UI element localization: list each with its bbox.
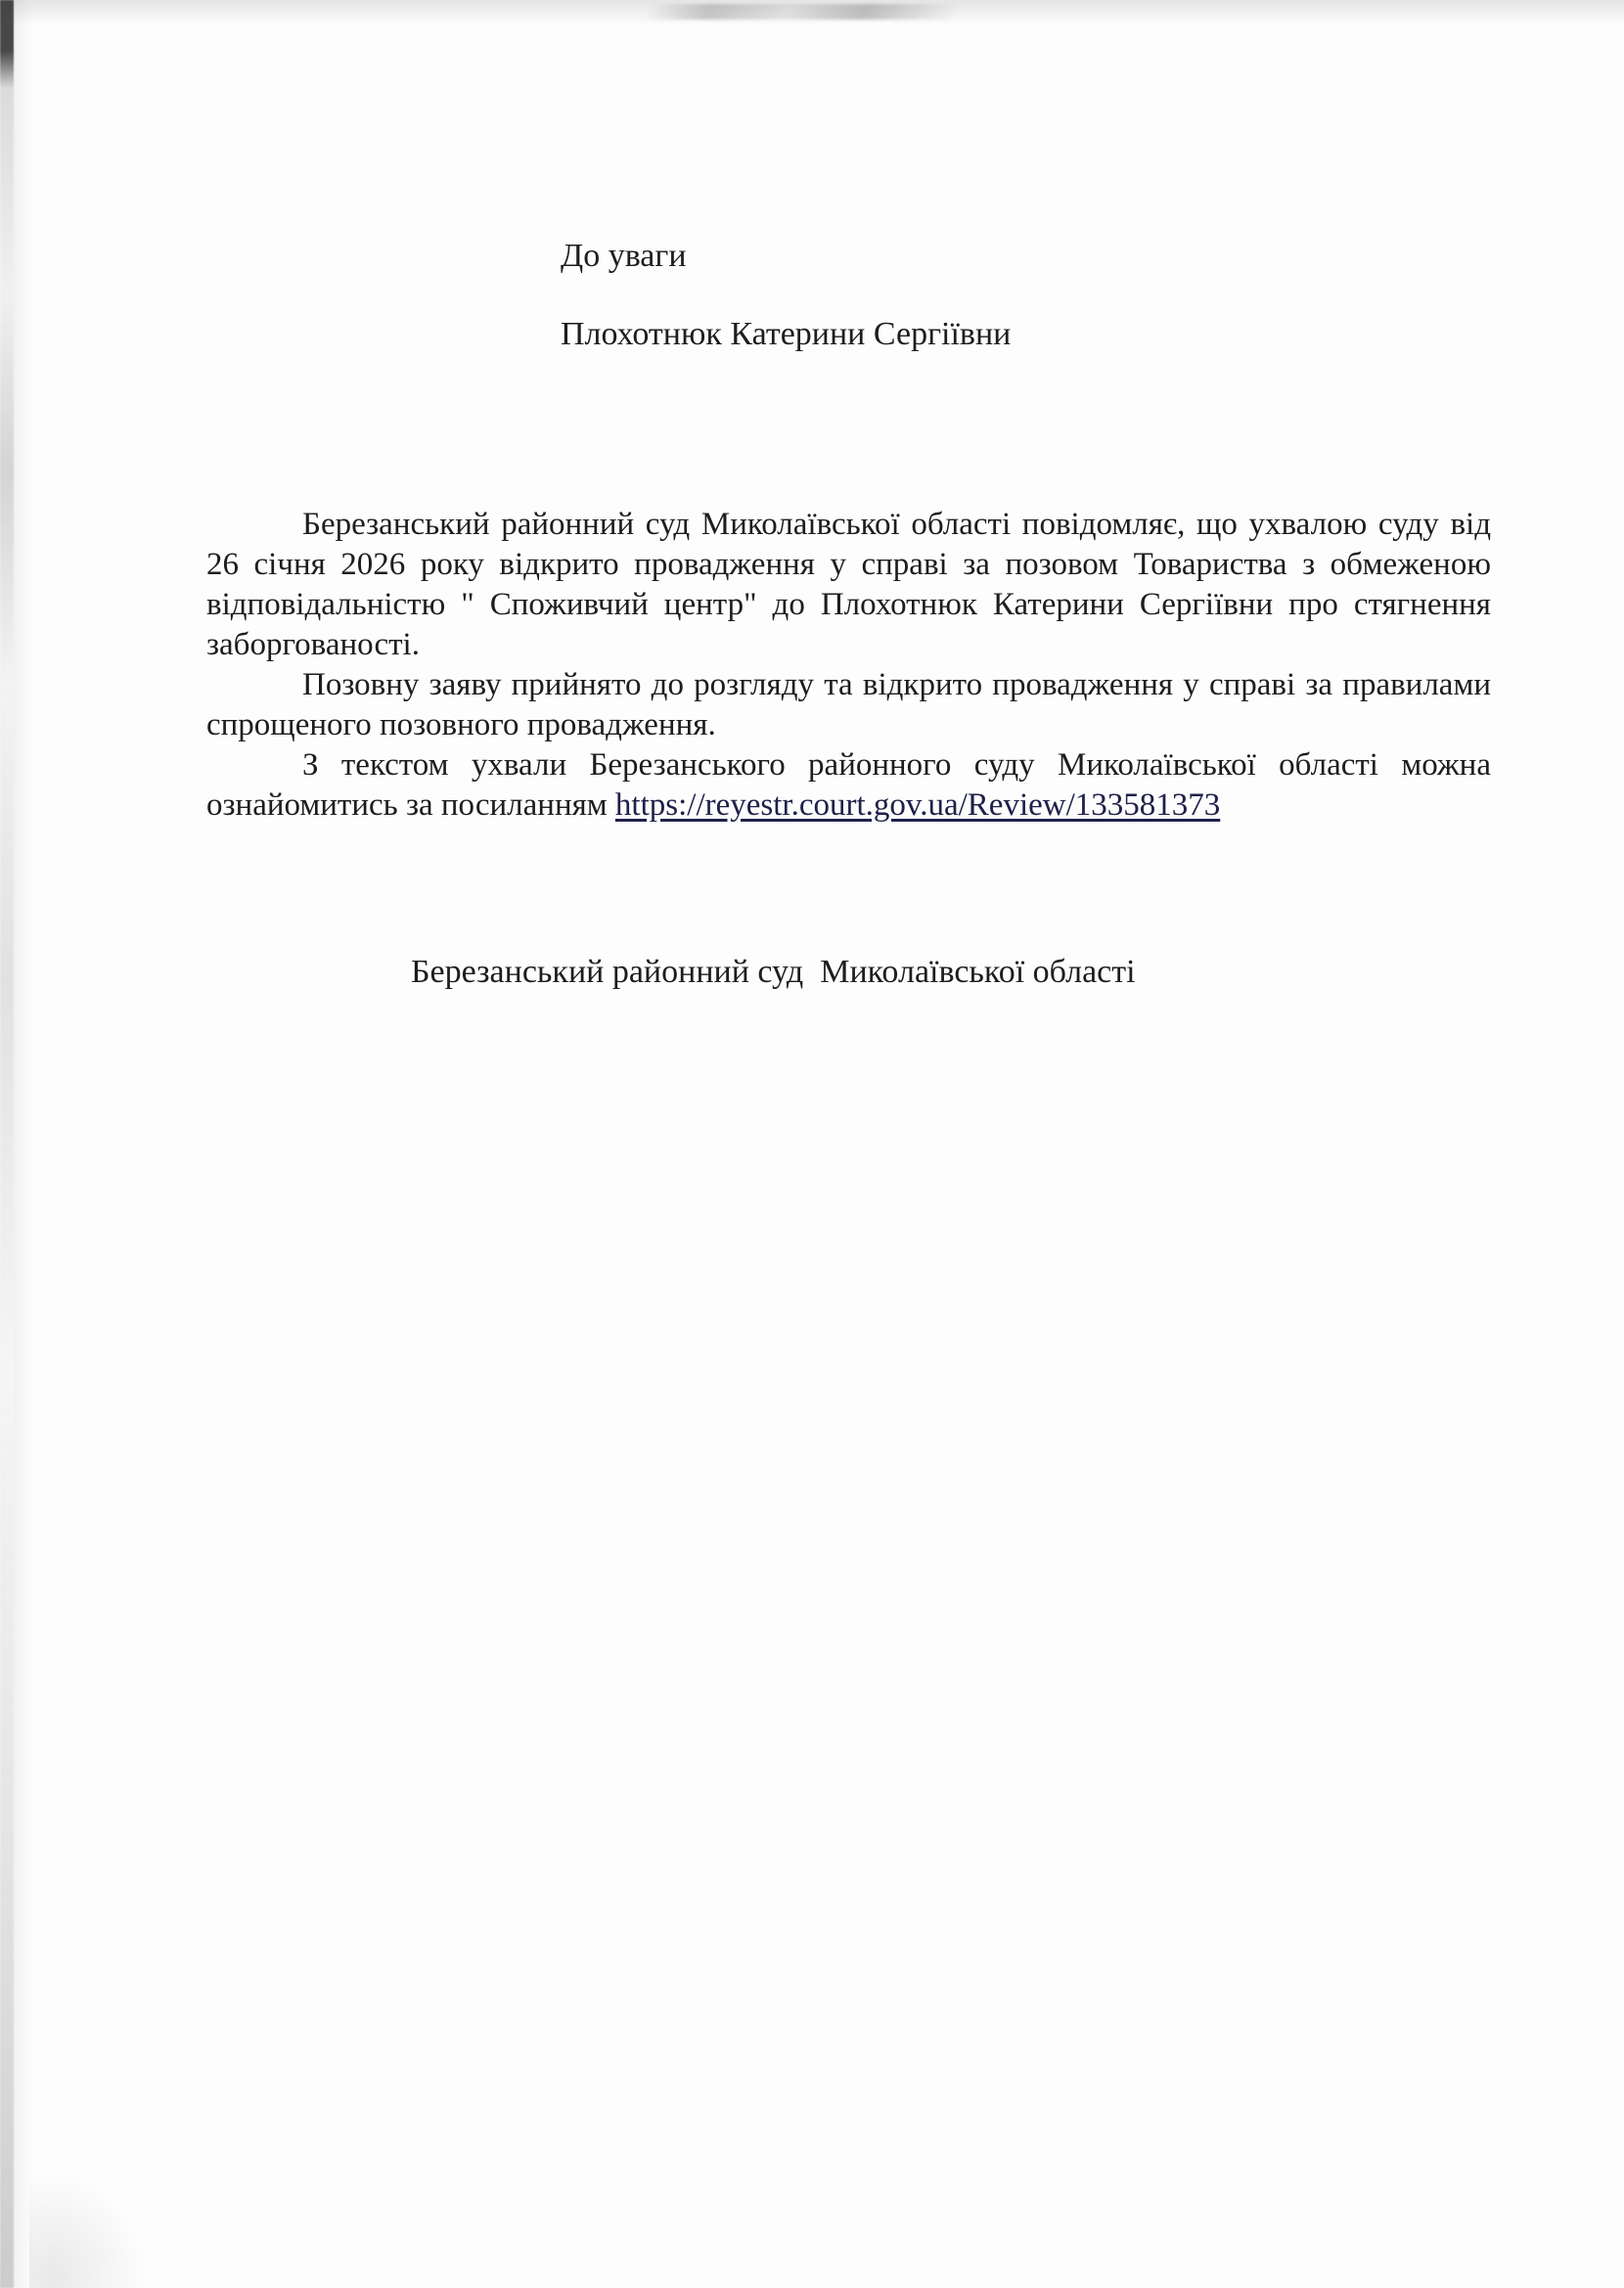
scan-artifact-left-edge (0, 0, 14, 2288)
notice-paragraph-3 (206, 745, 1491, 826)
scan-artifact-bottom-left (29, 2172, 147, 2288)
court-signature-line: Березанський районний суд Миколаївської області (411, 954, 1136, 990)
link-paragraph-text: З текстом ухвали Березанського районного суду Миколаївської області можна ознайомитись за посиланням (206, 747, 1491, 823)
notice-body (206, 505, 1491, 826)
scan-artifact-left-shade (14, 0, 35, 2288)
scan-artifact-top-shade (0, 0, 1624, 25)
notice-paragraph-1: Березанський районний суд Миколаївської області повідомляє, що ухвалою суду від 26 січня 2026 року відкрито провадження у справі за позовом Товариства з обмеженою відповідальністю " Споживчий центр" до Плохотнюк Катерини Сергіївни про стягнення заборгованості. (206, 507, 1491, 662)
scan-artifact-top-smudge (643, 4, 962, 20)
addressee-name: Плохотнюк Катерини Сергіївни (561, 316, 1012, 352)
court-registry-link[interactable]: https://reyestr.court.gov.ua/Review/133581373 (614, 787, 1221, 823)
notice-paragraph-2: Позовну заяву прийнято до розгляду та відкрито провадження у справі за правилами спрощеного позовного провадження. (206, 667, 1491, 742)
salutation-heading: До уваги (561, 238, 687, 274)
